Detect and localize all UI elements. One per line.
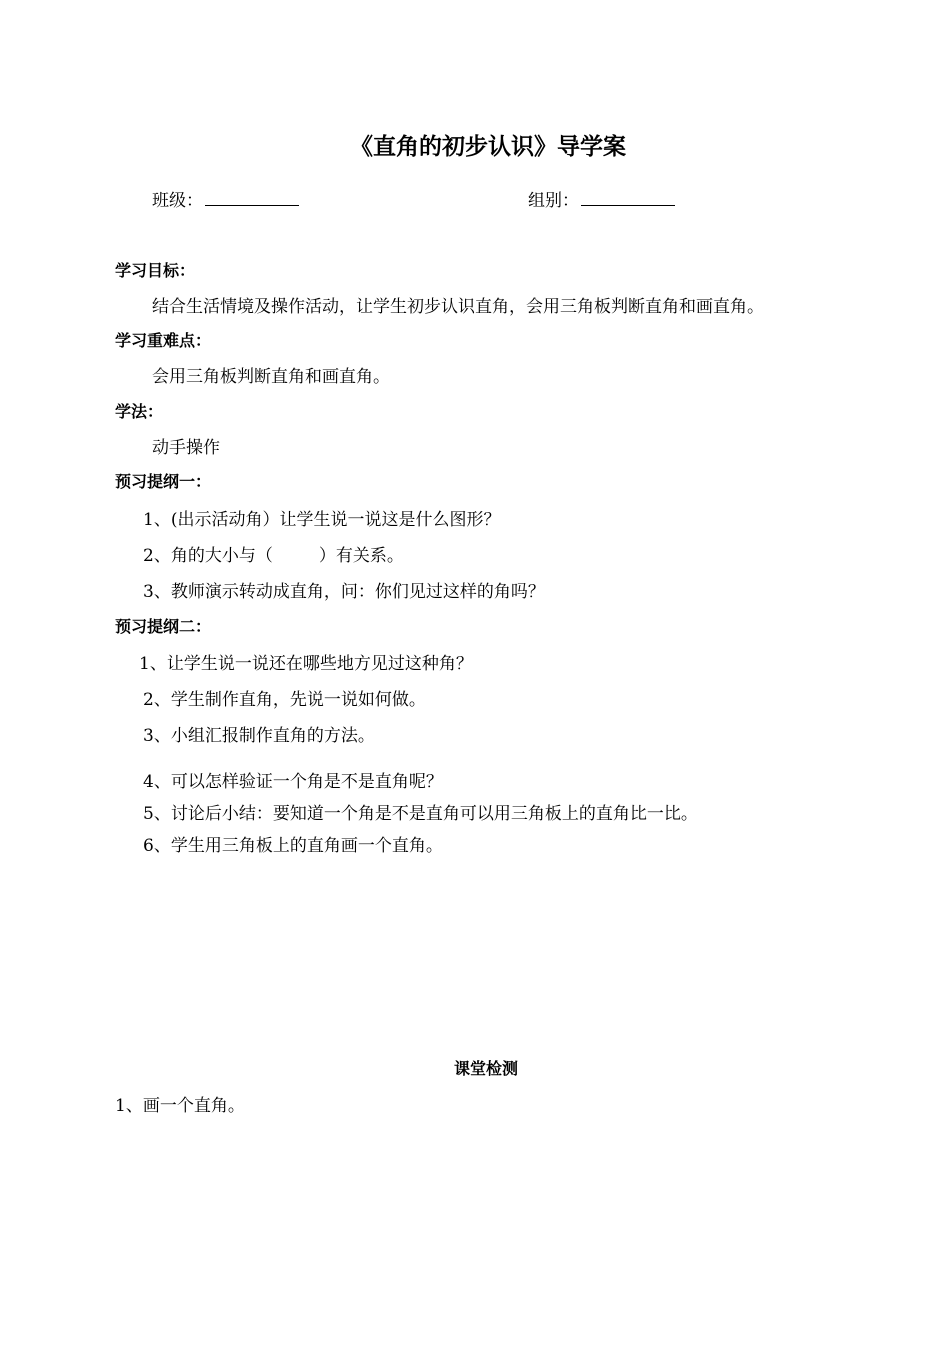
objectives-heading: 学习目标：	[115, 261, 196, 280]
outline-one-item-2-after: ）有关系。	[318, 546, 404, 566]
method-text: 动手操作	[152, 438, 220, 458]
group-blank-line	[581, 189, 675, 206]
outline-one-item-3: 3、教师演示转动成直角，问：你们见过这样的角吗？	[143, 582, 545, 602]
outline-two-item-4: 4、可以怎样验证一个角是不是直角呢？	[143, 772, 443, 792]
outline-one-item-2	[143, 541, 404, 566]
objectives-text: 结合生活情境及操作活动，让学生初步认识直角，会用三角板判断直角和画直角。	[152, 297, 764, 317]
outline-one-heading: 预习提纲一：	[115, 472, 212, 491]
outline-two-heading: 预习提纲二：	[115, 617, 212, 636]
outline-two-item-1: 1、让学生说一说还在哪些地方见过这种角？	[139, 654, 473, 674]
class-blank-line	[205, 189, 299, 206]
key-points-heading: 学习重难点：	[115, 331, 212, 350]
group-label: 组别：	[528, 191, 579, 211]
classroom-test-heading: 课堂检测	[453, 1059, 518, 1078]
classroom-test-item-1: 1、画一个直角。	[115, 1096, 245, 1116]
outline-two-item-2: 2、学生制作直角，先说一说如何做。	[143, 690, 426, 710]
outline-two-item-6: 6、学生用三角板上的直角画一个直角。	[143, 836, 443, 856]
outline-two-item-3: 3、小组汇报制作直角的方法。	[143, 726, 375, 746]
outline-one-item-2-before: 2、角的大小与（	[143, 546, 273, 566]
group-field	[528, 186, 675, 211]
outline-one-item-1: 1、(出示活动角）让学生说一说这是什么图形？	[143, 510, 501, 530]
class-label: 班级：	[152, 191, 203, 211]
method-heading: 学法：	[115, 402, 164, 421]
class-field	[152, 186, 299, 211]
outline-two-item-5: 5、讨论后小结：要知道一个角是不是直角可以用三角板上的直角比一比。	[143, 804, 698, 824]
document-title: 《直角的初步认识》导学案	[350, 134, 626, 160]
key-points-text: 会用三角板判断直角和画直角。	[152, 367, 390, 387]
